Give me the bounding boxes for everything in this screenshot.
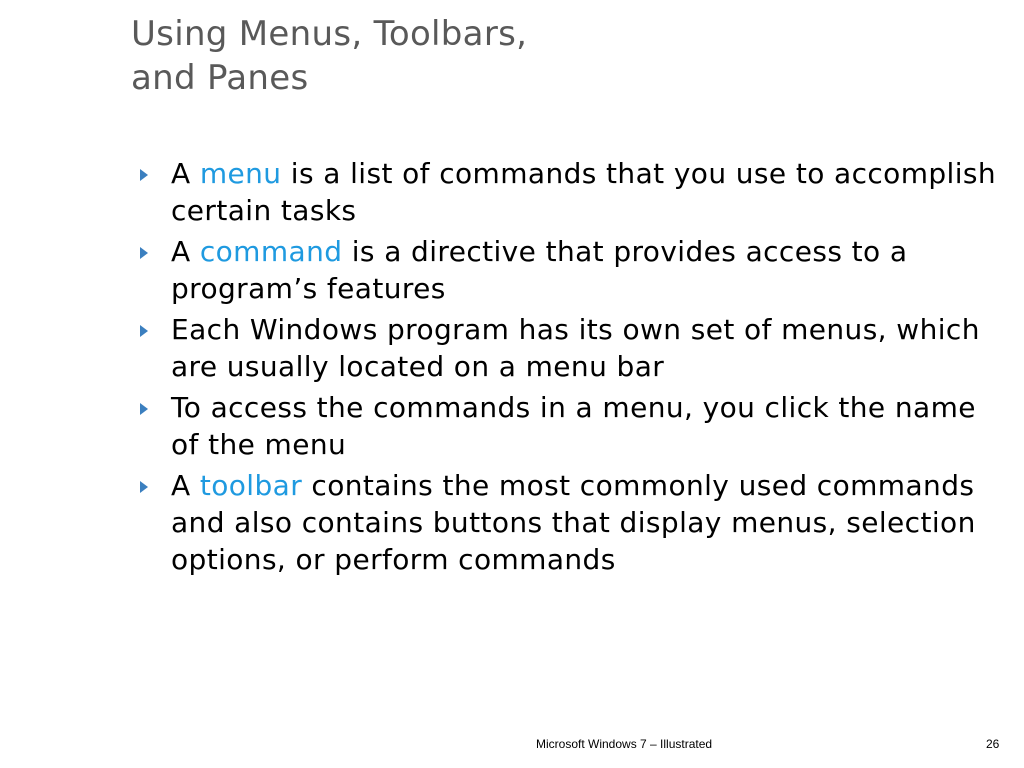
- arrow-bullet-icon: [140, 247, 148, 259]
- bullet-text-after: contains the most commonly used commands and also contains buttons that display menus, selection options, or perform commands: [171, 469, 976, 576]
- arrow-bullet-icon: [140, 169, 148, 181]
- bullet-item-command: [140, 233, 1000, 307]
- term-toolbar: toolbar: [199, 469, 303, 502]
- arrow-bullet-icon: [140, 325, 148, 337]
- slide-title-line-2: and Panes: [131, 58, 309, 98]
- bullet-text-before: A: [171, 235, 200, 268]
- bullet-item-access-commands: [140, 389, 1000, 463]
- bullet-text-before: To access the commands in a menu, you click the name of the menu: [171, 391, 976, 461]
- arrow-bullet-icon: [140, 481, 148, 493]
- page-number: 26: [986, 737, 1000, 751]
- bullet-text-after: is a directive that provides access to a program’s features: [171, 235, 908, 305]
- bullet-item-toolbar: [140, 467, 1000, 578]
- footer-text: Microsoft Windows 7 – Illustrated: [536, 737, 713, 751]
- bullet-item-menu: [140, 155, 1000, 229]
- bullet-item-menu-bar: [140, 311, 1000, 385]
- bullet-text-after: is a list of commands that you use to accomplish certain tasks: [171, 157, 997, 227]
- bullet-text-before: A: [171, 157, 200, 190]
- slide-title: [131, 12, 891, 100]
- bullet-text-before: A: [171, 469, 200, 502]
- arrow-bullet-icon: [140, 403, 148, 415]
- term-menu: menu: [199, 157, 282, 190]
- bullet-list: [140, 155, 1000, 582]
- slide-title-line-1: Using Menus, Toolbars,: [131, 14, 528, 54]
- term-command: command: [199, 235, 343, 268]
- bullet-text-before: Each Windows program has its own set of menus, which are usually located on a menu bar: [171, 313, 980, 383]
